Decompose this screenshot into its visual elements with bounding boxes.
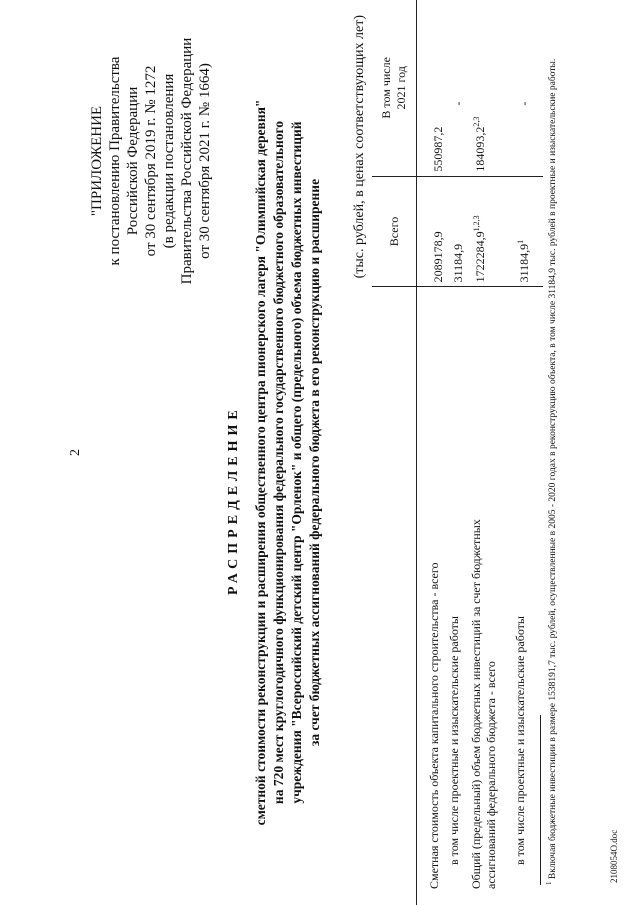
subheading-line: на 720 мест круглогодичного функционирования федерального государственного бюджетного образовательного bbox=[271, 120, 286, 805]
page-number: 2 bbox=[68, 449, 83, 456]
document-heading: РАСПРЕДЕЛЕНИЕ bbox=[226, 405, 241, 595]
table-header-row bbox=[372, 0, 417, 905]
table-row bbox=[469, 0, 513, 905]
appendix-line: к постановлению Правительства bbox=[107, 56, 123, 266]
footnote-marker: 1 bbox=[545, 881, 553, 885]
row-label: в том числе проектные и изыскательские работы bbox=[512, 616, 527, 865]
doc-filename: 2108054О.doc bbox=[609, 829, 619, 883]
row-2021: - bbox=[516, 101, 531, 106]
header-total: Всего bbox=[372, 176, 417, 287]
row-label: Сметная стоимость объекта капитального строительства - всего bbox=[427, 562, 441, 889]
row-2021: 184093,2$^{2,3}$ bbox=[471, 116, 487, 172]
table-row bbox=[513, 0, 543, 905]
header-label bbox=[372, 287, 417, 905]
appendix-block bbox=[88, 25, 214, 297]
distribution-table bbox=[372, 0, 543, 905]
appendix-line: Правительства Российской Федерации bbox=[179, 37, 195, 285]
units-note: (тыс. рублей, в ценах соответствующих лет) bbox=[352, 15, 367, 279]
header-2021: В том числе 2021 год bbox=[372, 0, 417, 176]
row-total: 31184,9$^1$ bbox=[513, 176, 543, 287]
subheading-line: сметной стоимости реконструкции и расширения общественного центра пионерского лагеря "Олимпийская деревня" bbox=[253, 99, 268, 826]
table-row bbox=[417, 0, 447, 905]
appendix-line: (в редакции постановления bbox=[161, 73, 177, 249]
row-2021: 550987,2 bbox=[431, 126, 445, 172]
row-label: в том числе проектные и изыскательские работы bbox=[446, 616, 461, 865]
footnote bbox=[543, 25, 559, 885]
appendix-line: от 30 сентября 2019 г. № 1272 bbox=[143, 65, 159, 257]
row-total: 2089178,9 bbox=[417, 176, 447, 287]
row-2021: - bbox=[450, 101, 465, 106]
footnote-divider bbox=[540, 715, 541, 885]
subheading-line: за счет бюджетных ассигнований федерального бюджета в его реконструкцию и расширение bbox=[307, 178, 322, 747]
appendix-line: Российской Федерации bbox=[125, 86, 141, 236]
row-total: 1722284,9$^{1,2,3}$ bbox=[469, 176, 513, 287]
row-total: 31184,9 bbox=[447, 176, 469, 287]
row-label: Общий (предельный) объем бюджетных инвестиций за счет бюджетных ассигнований федерального бюджета - всего bbox=[468, 519, 498, 889]
table-row bbox=[447, 0, 469, 905]
footnote-text: Включая бюджетные инвестиции в размере 1538191,7 тыс. рублей, осуществленные в 2005 - 2020 годах в реконструкцию объекта, в том числе 31184,9 тыс. рублей в проектные и изыскательские работы. bbox=[548, 58, 559, 880]
appendix-line: "ПРИЛОЖЕНИЕ bbox=[89, 105, 105, 217]
subheading-line: учреждения "Всероссийский детский центр "Орленок" и общего (предельного) объема бюджетных инвестиций bbox=[289, 121, 304, 804]
document-subheading bbox=[252, 55, 324, 870]
appendix-line: от 30 сентября 2021 г. № 1664) bbox=[197, 63, 213, 259]
